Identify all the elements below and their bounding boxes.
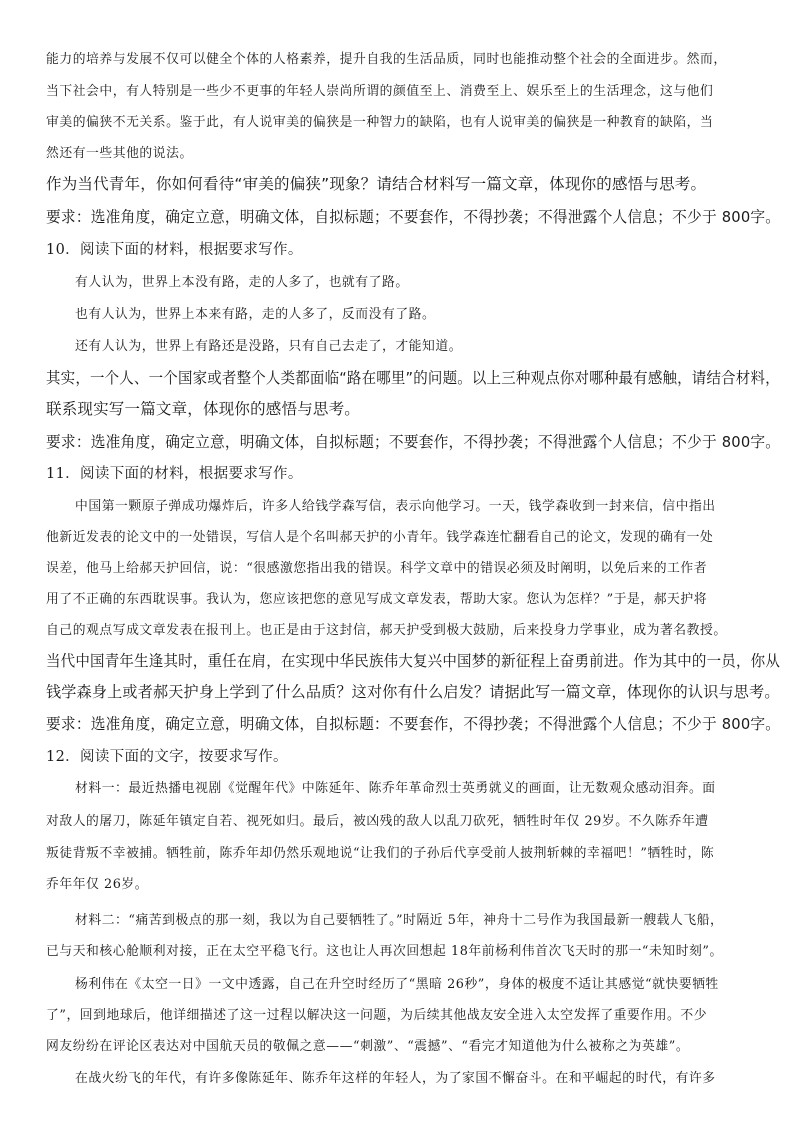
material-text-line: 了”，回到地球后，他详细描述了这一过程以解决这一问题，为后续其他战友安全进入太空发挥了重要作用。不少	[46, 1008, 708, 1023]
material-text-line: 网友纷纷在评论区表达对中国航天员的敬佩之意——“刺激”、“震撼”、“看完才知道他为什么被称之为英雄”。	[46, 1039, 690, 1054]
prompt-text: 联系现实写一篇文章，体现你的感悟与思考。	[46, 400, 361, 418]
material-text-line: 已与天和核心舱顺利对接，正在太空平稳飞行。这也让人再次回想起 18年前杨利伟首次飞天时的那一“未知时刻”。	[46, 944, 723, 959]
material-text-line: 叛徒背叛不幸被捕。牺牲前，陈乔年却仍然乐观地说“让我们的子孙后代享受前人披荆斩棘的幸福吧！”牺牲时，陈	[46, 846, 715, 861]
prompt-text: 其实，一个人、一个国家或者整个人类都面临“路在哪里”的问题。以上三种观点你对哪种最有感触，请结合材料，	[46, 369, 780, 387]
question-heading: 10．阅读下面的材料，根据要求写作。	[46, 242, 303, 258]
material-text-line: 误差，他马上给郝天护回信，说：“很感激您指出我的错误。科学文章中的错误必须及时阐明，以免后来的工作者	[46, 561, 708, 576]
material-text-line: 在战火纷飞的年代，有许多像陈延年、陈乔年这样的年轻人，为了家国不懈奋斗。在和平崛起的时代，有许多	[75, 1071, 716, 1086]
material-text-line: 当下社会中，有人特别是一些少不更事的年轻人崇尚所谓的颜值至上、消费至上、娱乐至上的生活理念，这与他们	[46, 84, 714, 99]
question-heading: 11．阅读下面的材料，根据要求写作。	[46, 466, 303, 482]
material-text-line: 审美的偏狭不无关系。鉴于此，有人说审美的偏狭是一种智力的缺陷，也有人说审美的偏狭是一种教育的缺陷，当	[46, 115, 714, 130]
material-text-line: 也有人认为，世界上本来有路，走的人多了，反而没有了路。	[75, 307, 436, 322]
material-text-line: 用了不正确的东西耽误事。我认为，您应该把您的意见写成文章发表，帮助大家。您认为怎样？”于是，郝天护将	[46, 592, 708, 607]
material-text-line: 中国第一颗原子弹成功爆炸后，许多人给钱学森写信，表示向他学习。一天，钱学森收到一封来信，信中指出	[75, 499, 716, 514]
material-text-line: 还有人认为，世界上有路还是没路，只有自己去走了，才能知道。	[75, 339, 463, 354]
question-heading: 12．阅读下面的文字，按要求写作。	[46, 749, 288, 765]
material-text-line: 他新近发表的论文中的一处错误，写信人是个名叫郝天护的小青年。钱学森连忙翻看自己的论文，发现的确有一处	[46, 530, 714, 545]
material-text-line: 能力的培养与发展不仅可以健全个体的人格素养，提升自我的生活品质，同时也能推动整个社会的全面进步。然而，	[46, 52, 727, 67]
material-text-line: 乔年年仅 26岁。	[46, 877, 149, 892]
material-text-line: 材料二：“痛苦到极点的那一刻，我以为自己要牺牲了。”时隔近 5年，神舟十二号作为我国最新一艘载人飞船，	[75, 913, 724, 928]
requirement-text: 要求：选准角度，确定立意，明确文体，自拟标题；不要套作，不得抄袭；不得泄露个人信息；不少于 800字。	[46, 208, 781, 226]
material-text-line: 自己的观点写成文章发表在报刊上。也正是由于这封信，郝天护受到极大鼓励，后来投身力学事业，成为著名教授。	[46, 623, 727, 638]
prompt-text: 钱学森身上或者郝天护身上学到了什么品质？这对你有什么启发？请据此写一篇文章，体现你的认识与思考。	[46, 683, 780, 701]
material-text-line: 对敌人的屠刀，陈延年镇定自若、视死如归。最后，被凶残的敌人以乱刀砍死，牺牲时年仅 29岁。不久陈乔年遭	[46, 814, 709, 829]
prompt-text: 当代中国青年生逢其时，重任在肩，在实现中华民族伟大复兴中国梦的新征程上奋勇前进。作为其中的一员，你从	[46, 652, 781, 670]
requirement-text: 要求：选准角度，确定立意，明确文体，自拟标题；不要套作，不得抄袭；不得泄露个人信息；不少于 800字。	[46, 433, 781, 451]
prompt-text: 作为当代青年，你如何看待“审美的偏狭”现象？请结合材料写一篇文章，体现你的感悟与思考。	[46, 175, 707, 193]
material-text-line: 然还有一些其他的说法。	[46, 146, 193, 161]
material-text-line: 材料一：最近热播电视剧《觉醒年代》中陈延年、陈乔年革命烈士英勇就义的画面，让无数观众感动泪奔。面	[75, 781, 716, 796]
material-text-line: 有人认为，世界上本没有路，走的人多了，也就有了路。	[75, 275, 409, 290]
material-text-line: 杨利伟在《太空一日》一文中透露，自己在升空时经历了“黑暗 26秒”，身体的极度不适让其感觉“就快要牺牲	[75, 977, 719, 992]
requirement-text: 要求：选准角度，确定立意，明确文体，自拟标题：不要套作，不得抄袭；不得泄露个人信息；不少于 800字。	[46, 715, 781, 733]
